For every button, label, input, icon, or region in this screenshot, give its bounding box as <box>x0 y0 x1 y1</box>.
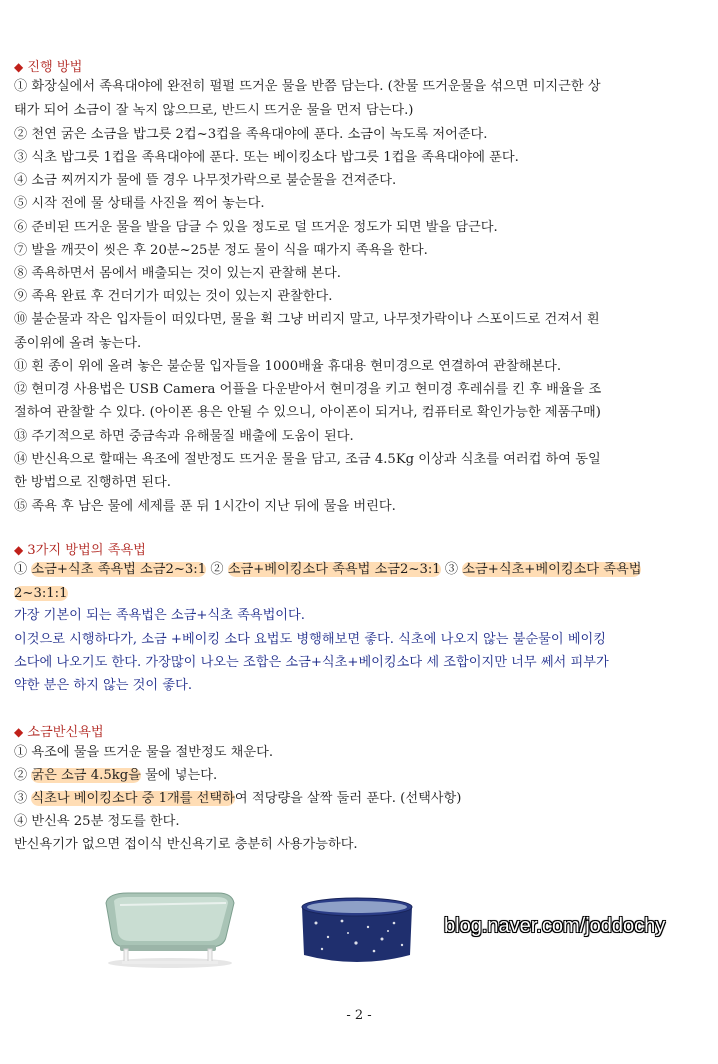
method-step-line: 한 방법으로 진행하면 된다. <box>14 475 171 490</box>
method-step-line: ③ 식초 밥그릇 1컵을 족욕대야에 푼다. 또는 베이킹소다 밥그릇 1컵을 족욕대야에 푼다. <box>14 150 519 165</box>
section-title-half-bath <box>14 721 104 740</box>
method-step-line: ① 화장실에서 족욕대야에 완전히 펄펄 뜨거운 물을 반쯤 담는다. (찬물 뜨거운물을 섞으면 미지근한 상 <box>14 79 601 94</box>
half-bath-step-1: ① 욕조에 물을 뜨거운 물을 절반정도 채운다. <box>14 745 274 760</box>
section-title-text: 3가지 방법의 족욕법 <box>27 543 146 558</box>
half-bath-note: 반신욕기가 없으면 접이식 반신욕기로 충분히 사용가능하다. <box>14 837 358 852</box>
diamond-bullet-icon: ◆ <box>14 543 24 557</box>
method-step-line: ⑮ 족욕 후 남은 물에 세제를 푼 뒤 1시간이 지난 뒤에 물을 버린다. <box>14 499 396 514</box>
method-step-line: 절하여 관찰할 수 있다. (아이폰 용은 안될 수 있으니, 아이폰이 되거나, 컴퓨터로 확인가능한 제품구매) <box>14 405 601 420</box>
method-note-line: 소다에 나오기도 한다. 가장많이 나오는 조합은 소금+식초+베이킹소다 세 조합이지만 너무 쎄서 피부가 <box>14 655 609 670</box>
salt-amount-highlight: 굵은 소금 4.5kg을 <box>31 768 141 783</box>
method-step-line: ② 천연 굵은 소금을 밥그릇 2컵~3컵을 족욕대야에 푼다. 소금이 녹도록 저어준다. <box>14 127 488 142</box>
method-step-line: 종이위에 올려 놓는다. <box>14 336 142 351</box>
method-step-line: ⑧ 족욕하면서 몸에서 배출되는 것이 있는지 관찰해 본다. <box>14 266 341 281</box>
method-3-highlight: 소금+식초+베이킹소다 족욕법 <box>462 562 642 577</box>
method-step-line: ⑭ 반신욕으로 할때는 욕조에 절반정도 뜨거운 물을 담고, 조금 4.5Kg 이상과 식초를 여러컵 하여 동일 <box>14 452 601 467</box>
method-note-line: 약한 분은 하지 않는 것이 좋다. <box>14 678 193 693</box>
method-step-line: ⑥ 준비된 뜨거운 물을 발을 담글 수 있을 정도로 덜 뜨거운 정도가 되면 발을 담근다. <box>14 220 498 235</box>
diamond-bullet-icon: ◆ <box>14 725 24 739</box>
method-3-ratio: 2~3:1:1 <box>14 586 68 601</box>
method-step-line: ⑩ 불순물과 작은 입자들이 떠있다면, 물을 휙 그냥 버리지 말고, 나무젓가락이나 스포이드로 건져서 흰 <box>14 312 600 327</box>
blog-watermark: blog.naver.com/joddochy <box>444 915 666 937</box>
fabric-foot-tub-image <box>298 893 416 968</box>
method-note-line: 가장 기본이 되는 족욕법은 소금+식초 족욕법이다. <box>14 608 305 623</box>
method-step-line: ⑪ 흰 종이 위에 올려 놓은 불순물 입자들을 1000배율 휴대용 현미경으로 연결하여 관찰해본다. <box>14 359 562 374</box>
page-number: - 2 - <box>346 1008 372 1023</box>
choose-one-highlight: 식초나 베이킹소다 중 1개를 선택하 <box>31 791 235 806</box>
method-step-line: ⑫ 현미경 사용법은 USB Camera 어플을 다운받아서 현미경을 키고 현미경 후레쉬를 킨 후 배율을 조 <box>14 382 602 397</box>
methods-line-cont <box>14 585 68 603</box>
section-title-text: 소금반신욕법 <box>27 725 104 740</box>
half-bath-step-2: ② 굵은 소금 4.5kg을 물에 넣는다. <box>14 768 218 783</box>
section-title-method <box>14 56 82 75</box>
half-bath-step-4: ④ 반신욕 25분 정도를 한다. <box>14 814 180 829</box>
method-step-line: 태가 되어 소금이 잘 녹지 않으므로, 반드시 뜨거운 물을 먼저 담는다.) <box>14 103 414 118</box>
method-step-line: ⑤ 시작 전에 물 상태를 사진을 찍어 놓는다. <box>14 196 265 211</box>
half-bath-step-3: ③ 식초나 베이킹소다 중 1개를 선택하여 적당량을 살짝 둘러 푼다. (선택사항) <box>14 791 462 806</box>
section-title-three-methods <box>14 539 146 558</box>
method-1-highlight: 소금+식초 족욕법 소금2~3:1 <box>31 562 207 577</box>
method-2-highlight: 소금+베이킹소다 족욕법 소금2~3:1 <box>227 562 441 577</box>
section-title-text: 진행 방법 <box>27 60 83 75</box>
diamond-bullet-icon: ◆ <box>14 60 24 74</box>
method-step-line: ⑬ 주기적으로 하면 중금속과 유해물질 배출에 도움이 된다. <box>14 429 354 444</box>
method-step-line: ⑦ 발을 깨끗이 씻은 후 20분~25분 정도 물이 식을 때가지 족욕을 한다. <box>14 243 428 258</box>
method-step-line: ④ 소금 찌꺼지가 물에 뜰 경우 나무젓가락으로 불순물을 건져준다. <box>14 173 397 188</box>
methods-line: ① 소금+식초 족욕법 소금2~3:1 ② 소금+베이킹소다 족욕법 소금2~3:1 ③ 소금+식초+베이킹소다 족욕법 <box>14 562 642 577</box>
folding-bathtub-image <box>100 885 240 970</box>
method-note-line: 이것으로 시행하다가, 소금 +베이킹 소다 요법도 병행해보면 좋다. 식초에 나오지 않는 불순물이 베이킹 <box>14 632 607 647</box>
method-step-line: ⑨ 족욕 완료 후 건더기가 떠있는 것이 있는지 관찰한다. <box>14 289 333 304</box>
